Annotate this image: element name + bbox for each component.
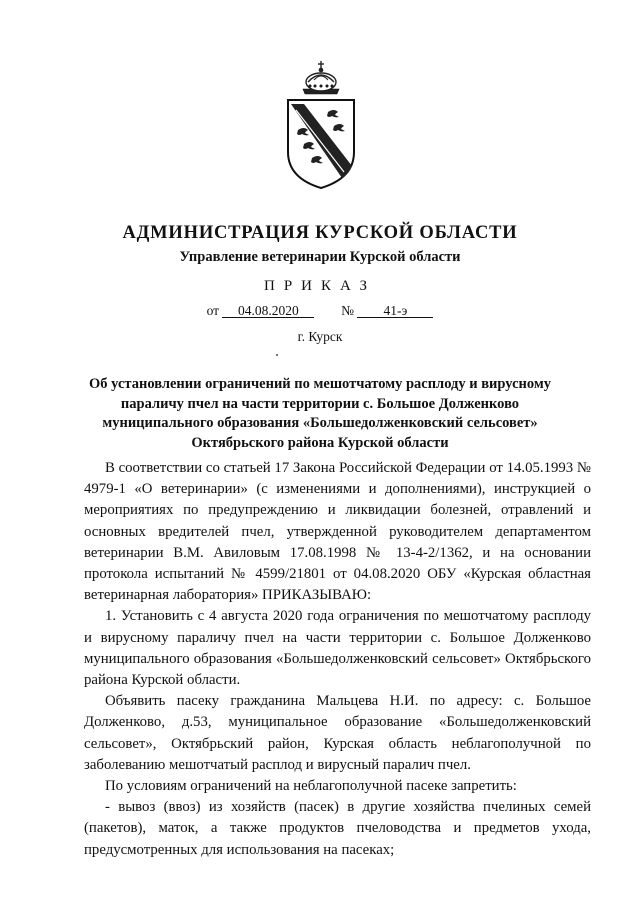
- subject-line: Октябрьского района Курской области: [191, 434, 449, 451]
- order-number-line: [0, 303, 640, 319]
- body-paragraph: - вывоз (ввоз) из хозяйств (пасек) в другие хозяйства пчелиных семей (пакетов), маток, а также продуктов пчеловодства и предметов ухода, предусмотренных для использования на пасеках;: [84, 799, 591, 858]
- order-body: [84, 458, 591, 861]
- department-name: Управление ветеринарии Курской области: [179, 249, 461, 265]
- body-paragraph: По условиям ограничений на неблагополучной пасеке запретить:: [105, 778, 517, 795]
- order-number-label: №: [341, 303, 355, 318]
- body-paragraph: В соответствии со статьей 17 Закона Российской Федерации от 14.05.1993 № 4979-1 «О ветеринарии» (с изменениями и дополнениями), инструкцией о мероприятиях по предупреждению и ликвидации болезней, отравлений и основных вредителей пчел, утвержденной руководителем департаментом ветеринарии В.М. Авиловым 17.08.1998 № 13-4-2/1362, и на основании протокола испытаний № 4599/21801 от 04.08.2020 ОБУ «Курская областная ветеринарная лаборатория» ПРИКАЗЫВАЮ:: [84, 460, 591, 604]
- order-date: 04.08.2020: [222, 304, 314, 318]
- order-subject: [0, 375, 640, 453]
- coat-of-arms-emblem: [282, 60, 360, 190]
- order-number: 41-э: [357, 304, 433, 318]
- subject-line: параличу пчел на части территории с. Большое Долженково: [120, 395, 520, 412]
- order-from-label: от: [206, 303, 220, 318]
- order-heading: ПРИКАЗ: [264, 278, 376, 294]
- subject-line: муниципального образования «Большедолженковский сельсовет»: [102, 415, 538, 431]
- city-line: г. Курск: [297, 329, 343, 344]
- body-paragraph: 1. Установить с 4 августа 2020 года ограничения по мешотчатому расплоду и вирусному параличу пчел на части территории с. Большое Долженково муниципального образования «Большедолженковский сельсовет» Октябрьского района Курской области.: [84, 608, 591, 689]
- scan-speck: [276, 354, 278, 356]
- body-paragraph: Объявить пасеку гражданина Мальцева Н.И. по адресу: с. Большое Долженково, д.53, муниципальное образование «Большедолженковский сельсовет», Октябрьский район, Курская область неблагополучной по заболеванию мешотчатый расплод и вирусный паралич пчел.: [84, 693, 591, 773]
- organization-title: АДМИНИСТРАЦИЯ КУРСКОЙ ОБЛАСТИ: [122, 223, 518, 243]
- subject-line: Об установлении ограничений по мешотчатому расплоду и вирусному: [89, 376, 551, 392]
